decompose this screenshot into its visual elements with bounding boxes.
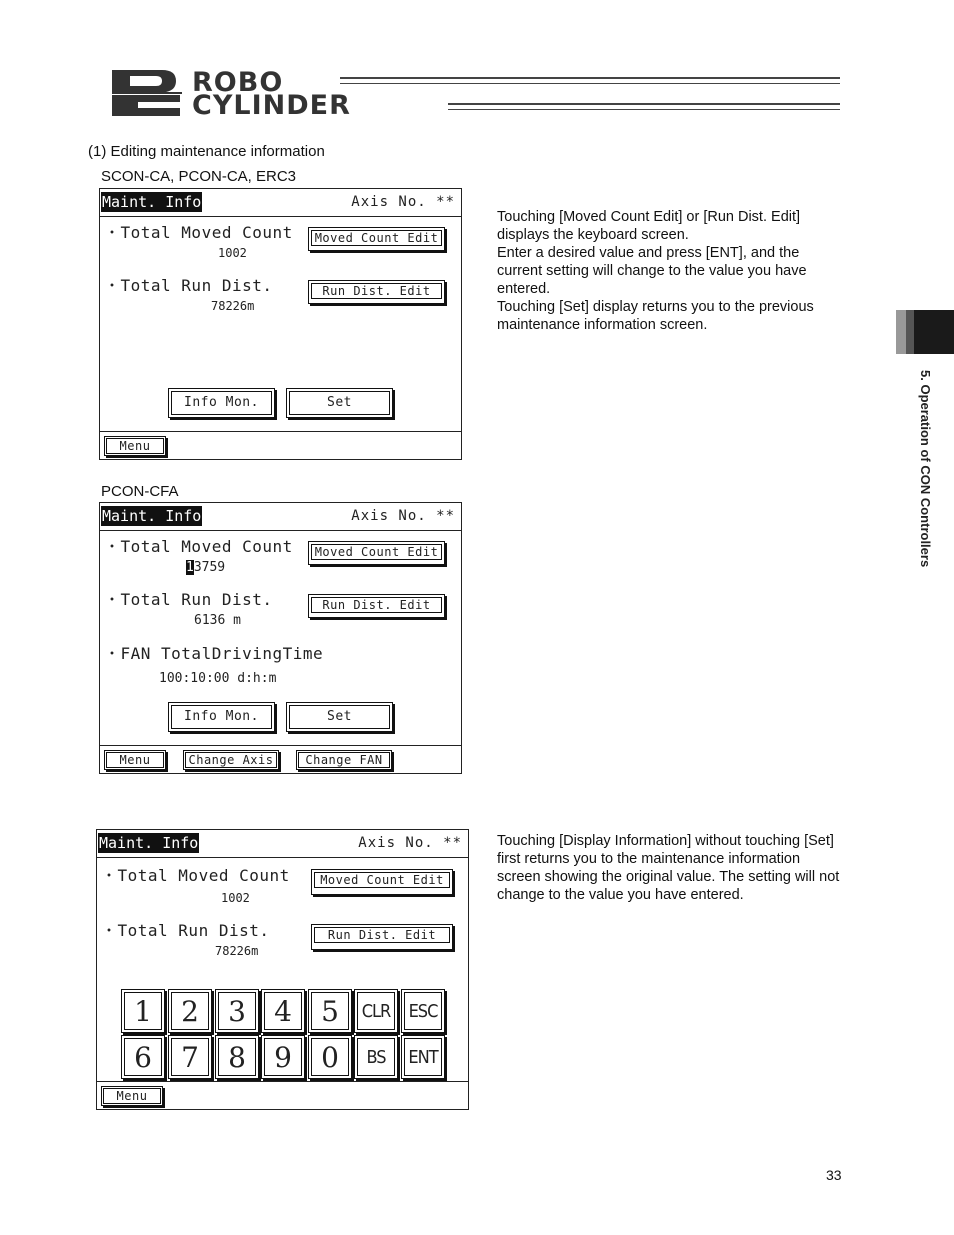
key-1[interactable]: 1	[121, 989, 165, 1033]
moved-count-edit-button[interactable]: Moved Count Edit	[311, 869, 453, 895]
panel1-moved-count-value: 1002	[218, 246, 247, 260]
page-number: 33	[826, 1167, 842, 1183]
panel1-footer	[100, 431, 461, 459]
panel3-run-dist-label: ・Total Run Dist.	[101, 921, 270, 940]
key-4[interactable]: 4	[261, 989, 305, 1033]
panel1-run-dist-label: ・Total Run Dist.	[104, 276, 273, 295]
desc-line: maintenance information screen.	[497, 317, 708, 333]
key-7[interactable]: 7	[168, 1035, 212, 1079]
panel1-model-label: SCON-CA, PCON-CA, ERC3	[101, 168, 297, 185]
panel3-axis-number: Axis No. **	[358, 835, 462, 851]
menu-button[interactable]: Menu	[101, 1086, 163, 1106]
desc-line: Touching [Display Information] without touching [Set]	[497, 833, 834, 849]
panel2-screen	[99, 502, 462, 774]
info-mon-button[interactable]: Info Mon.	[168, 388, 275, 418]
run-dist-edit-button[interactable]: Run Dist. Edit	[308, 280, 445, 304]
key-clr[interactable]: CLR	[354, 989, 398, 1033]
logo-text-cylinder: CYLINDER	[192, 90, 351, 121]
panel1-header	[100, 189, 461, 217]
panel2-footer	[100, 745, 461, 773]
header-rule-top-1	[340, 77, 840, 79]
desc-line: change to the value you have entered.	[497, 887, 744, 903]
panel1-description	[497, 208, 877, 334]
moved-count-edit-button[interactable]: Moved Count Edit	[308, 227, 445, 251]
key-esc[interactable]: ESC	[401, 989, 445, 1033]
key-8[interactable]: 8	[215, 1035, 259, 1079]
desc-line: first returns you to the maintenance information	[497, 851, 801, 867]
panel3-description	[497, 832, 887, 904]
key-0[interactable]: 0	[308, 1035, 352, 1079]
key-5[interactable]: 5	[308, 989, 352, 1033]
desc-line: Touching [Set] display returns you to the previous	[497, 299, 814, 315]
edit-cursor: 1	[186, 560, 194, 575]
panel3-moved-count-value: 1002	[221, 891, 250, 905]
moved-count-edit-button[interactable]: Moved Count Edit	[308, 541, 445, 565]
panel2-model-label: PCON-CFA	[101, 483, 179, 500]
header-rule-bottom-1	[448, 103, 840, 105]
panel2-title: Maint. Info	[102, 507, 202, 525]
desc-line: Touching [Moved Count Edit] or [Run Dist. Edit]	[497, 209, 801, 225]
header-rule-bottom-2	[448, 109, 840, 110]
panel1-run-dist-value: 78226m	[211, 299, 255, 313]
panel2-axis-number: Axis No. **	[351, 508, 455, 524]
desc-line: displays the keyboard screen.	[497, 227, 689, 243]
desc-line: current setting will change to the value you have	[497, 263, 807, 279]
change-axis-button[interactable]: Change Axis	[183, 750, 279, 770]
desc-line: entered.	[497, 281, 551, 297]
key-ent[interactable]: ENT	[401, 1035, 445, 1079]
set-button[interactable]: Set	[286, 388, 393, 418]
key-bs[interactable]: BS	[354, 1035, 398, 1079]
panel2-fan-label: ・FAN TotalDrivingTime	[104, 644, 324, 663]
panel3-moved-count-label: ・Total Moved Count	[101, 866, 290, 885]
run-dist-edit-button[interactable]: Run Dist. Edit	[308, 594, 445, 618]
panel3-run-dist-value: 78226m	[215, 944, 259, 958]
desc-line: screen showing the original value. The setting will not	[497, 869, 840, 885]
run-dist-edit-button[interactable]: Run Dist. Edit	[311, 924, 453, 950]
panel2-moved-count-value: 13759	[186, 560, 226, 575]
info-mon-button[interactable]: Info Mon.	[168, 702, 275, 732]
panel1-moved-count-label: ・Total Moved Count	[104, 223, 293, 242]
rc-logo-mark	[110, 68, 186, 118]
key-6[interactable]: 6	[121, 1035, 165, 1079]
set-button[interactable]: Set	[286, 702, 393, 732]
chapter-tab-label: 5. Operation of CON Controllers	[918, 370, 933, 568]
header-rule-top-2	[340, 83, 840, 84]
key-2[interactable]: 2	[168, 989, 212, 1033]
panel1-title: Maint. Info	[102, 193, 202, 211]
panel2-run-dist-label: ・Total Run Dist.	[104, 590, 273, 609]
menu-button[interactable]: Menu	[104, 750, 166, 770]
key-3[interactable]: 3	[215, 989, 259, 1033]
logo-text-robo: ROBO	[192, 67, 284, 98]
panel3-footer	[97, 1081, 468, 1109]
menu-button[interactable]: Menu	[104, 436, 166, 456]
panel3-header	[97, 830, 468, 858]
desc-line: Enter a desired value and press [ENT], and the	[497, 245, 800, 261]
panel2-fan-value: 100:10:00 d:h:m	[159, 671, 277, 686]
panel2-moved-count-label: ・Total Moved Count	[104, 537, 293, 556]
section-title: (1) Editing maintenance information	[88, 143, 325, 160]
key-9[interactable]: 9	[261, 1035, 305, 1079]
chapter-tab	[896, 310, 954, 354]
panel1-screen	[99, 188, 462, 460]
change-fan-button[interactable]: Change FAN	[296, 750, 392, 770]
panel2-run-dist-value: 6136 m	[194, 613, 241, 628]
panel1-axis-number: Axis No. **	[351, 194, 455, 210]
panel2-header	[100, 503, 461, 531]
panel3-screen	[96, 829, 469, 1110]
panel3-title: Maint. Info	[99, 834, 199, 852]
